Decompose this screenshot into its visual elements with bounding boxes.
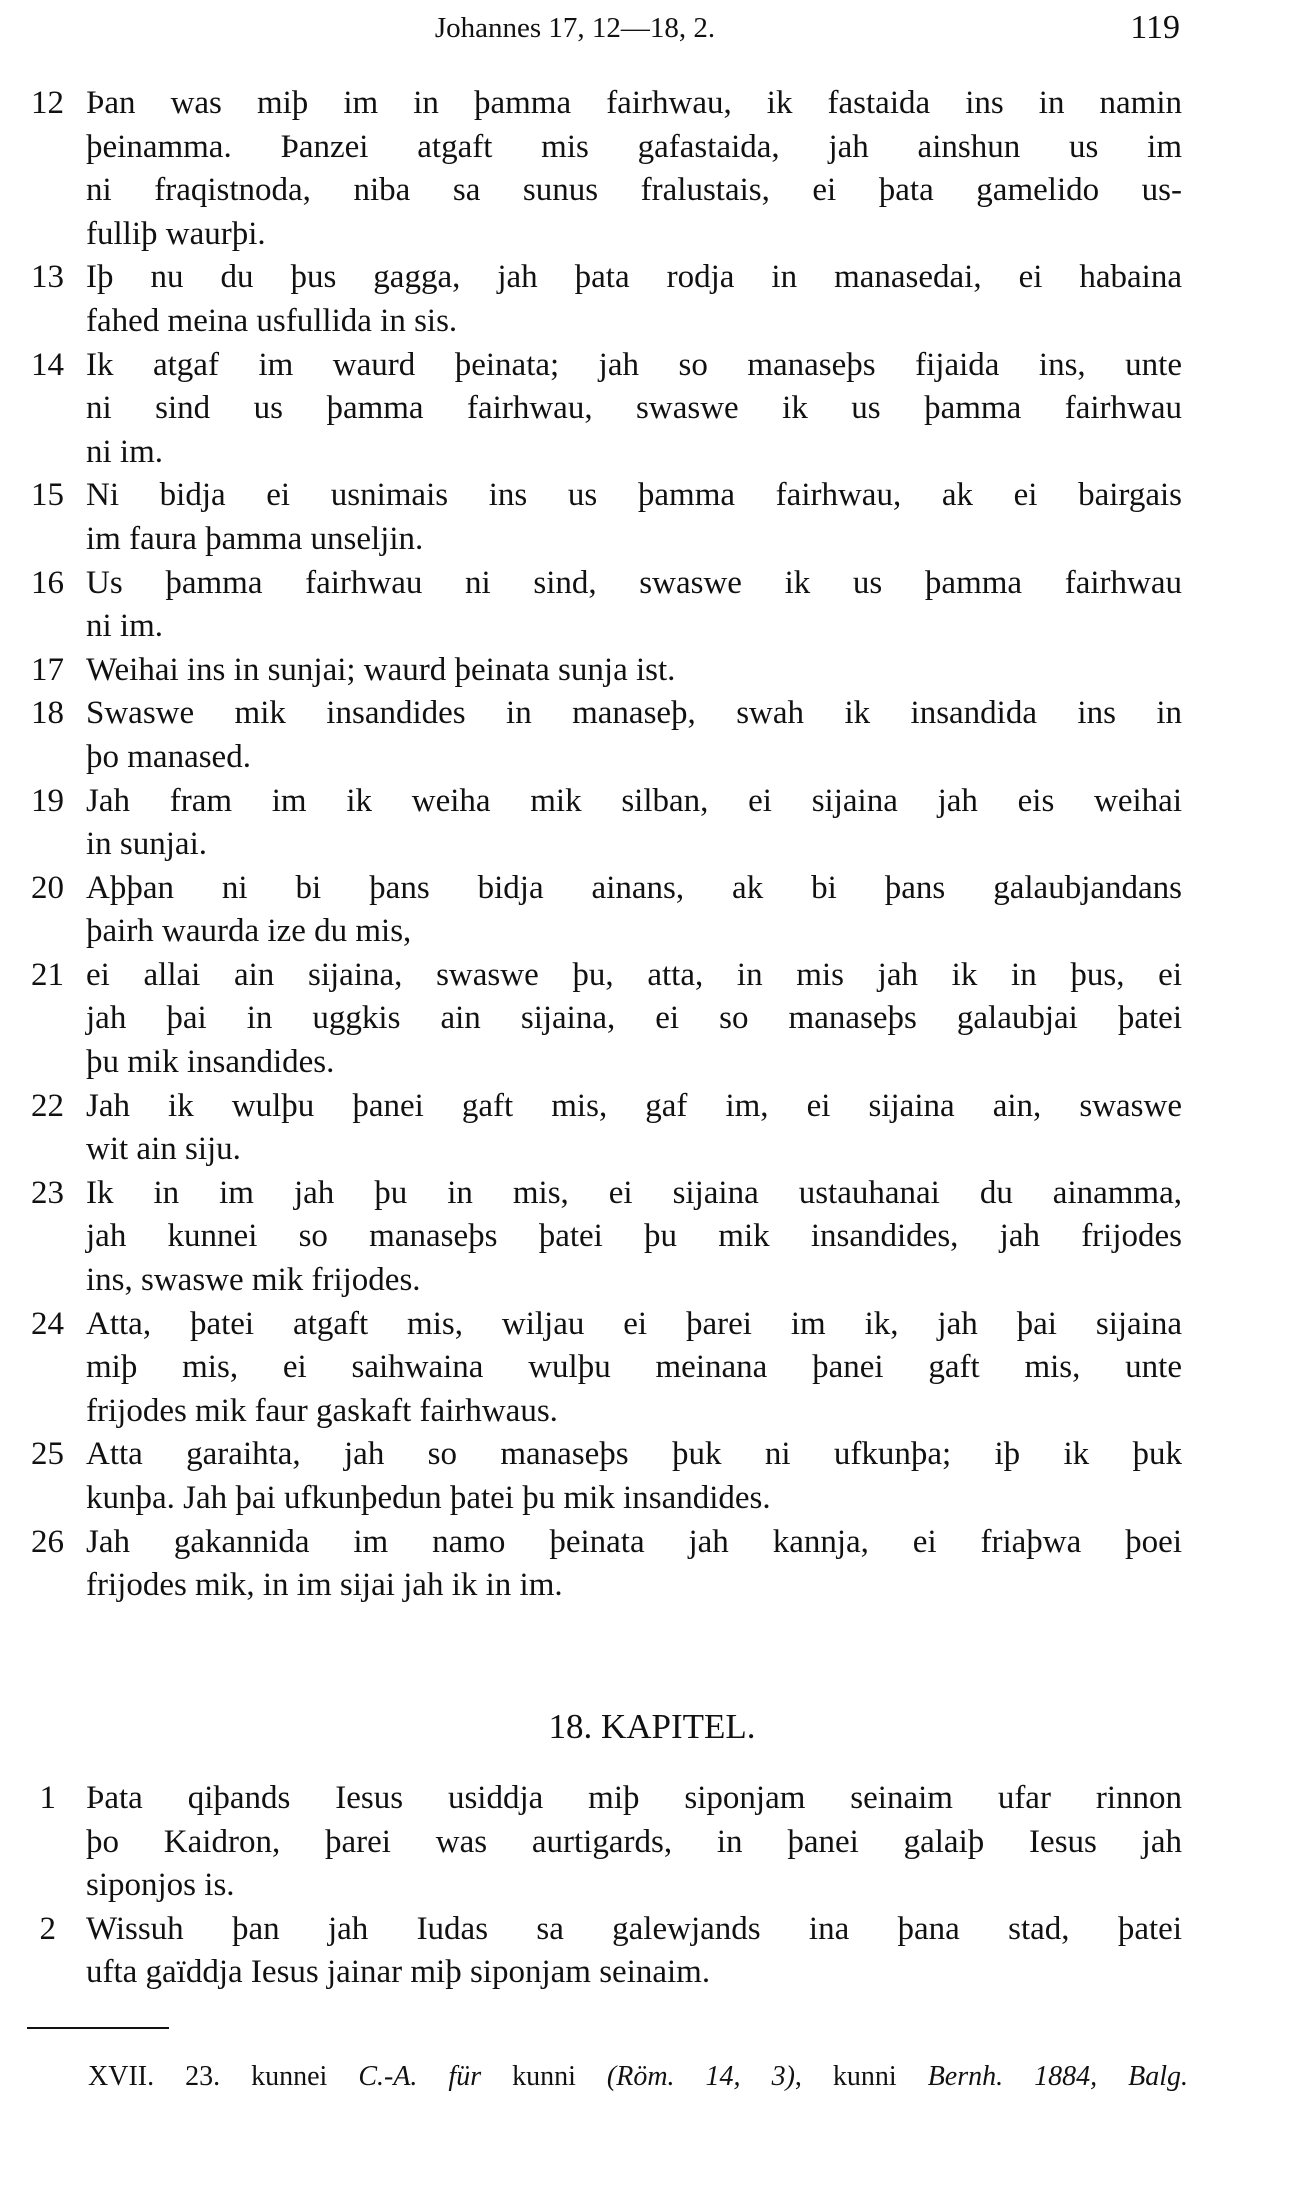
verse (0, 256, 1304, 343)
verse-line: Ni bidja ei usnimais ins us þamma fairhwau, ak ei bairgais (86, 477, 1182, 514)
verse-line: miþ mis, ei saihwaina wulþu meinana þanei gaft mis, unte (86, 1349, 1182, 1386)
verse-number: 13 (31, 259, 64, 296)
verse (0, 780, 1304, 867)
verse (0, 82, 1304, 256)
verse-line: ni im. (86, 608, 164, 645)
verse-line: þu mik insandides. (86, 1044, 335, 1081)
verse-line: Iþ nu du þus gagga, jah þata rodja in manasedai, ei habaina (86, 259, 1182, 296)
verse-line: Weihai ins in sunjai; waurd þeinata sunja ist. (86, 651, 676, 688)
chapter-heading: 18. KAPITEL. (548, 1707, 756, 1746)
verse-line: þo Kaidron, þarei was aurtigards, in þanei galaiþ Iesus jah (86, 1823, 1182, 1860)
verse-line: Atta garaihta, jah so manaseþs þuk ni ufkunþa; iþ ik þuk (86, 1436, 1182, 1473)
chapter-18-text (0, 1777, 1304, 1995)
verse (0, 692, 1304, 779)
verse-line: Jah gakannida im namo þeinata jah kannja, ei friaþwa þoei (86, 1523, 1182, 1560)
verse-line: ufta gaïddja Iesus jainar miþ siponjam seinaim. (86, 1954, 711, 1991)
verse-line: frijodes mik, in im sijai jah ik in im. (86, 1567, 563, 1604)
verse (0, 1303, 1304, 1434)
verse-number: 2 (39, 1910, 56, 1947)
verse (0, 867, 1304, 954)
verse-number: 12 (31, 85, 64, 121)
verse-number: 21 (31, 956, 64, 993)
verse-line: Swaswe mik insandides in manaseþ, swah ik insandida ins in (86, 695, 1182, 732)
verse-line: Þata qiþands Iesus usiddja miþ siponjam seinaim ufar rinnon (86, 1780, 1182, 1816)
verse (0, 1172, 1304, 1303)
verse-line: þairh waurda ize du mis, (86, 913, 412, 950)
verse-number: 18 (31, 695, 64, 732)
running-head (0, 6, 1304, 50)
verse (0, 1085, 1304, 1172)
verse (0, 1777, 1304, 1908)
verse-line: Aþþan ni bi þans bidja ainans, ak bi þans galaubjandans (86, 869, 1182, 906)
verse-number: 25 (31, 1436, 64, 1473)
verse-line: wit ain siju. (86, 1131, 241, 1168)
verse-line: Ik atgaf im waurd þeinata; jah so manaseþs fijaida ins, unte (86, 346, 1182, 383)
verse-line: Wissuh þan jah Iudas sa galewjands ina þana stad, þatei (86, 1910, 1182, 1947)
verse (0, 344, 1304, 475)
footnote-segment: (Röm. 14, 3) (606, 2061, 795, 2092)
footnote-segment: C.-A. für (358, 2061, 482, 2092)
verse-line: Þan was miþ im in þamma fairhwau, ik fastaida ins in namin (86, 85, 1182, 121)
verse-line: fulliþ waurþi. (86, 215, 266, 252)
verse-line: ni sind us þamma fairhwau, swaswe ik us þamma fairhwau (86, 390, 1182, 427)
footnote-segment: kunni (481, 2061, 607, 2092)
page-number: 119 (1130, 9, 1180, 46)
verse-number: 16 (31, 564, 64, 601)
verse-line: Jah fram im ik weiha mik silban, ei sijaina jah eis weihai (86, 782, 1182, 819)
footnote-divider (27, 2027, 169, 2029)
verse (0, 1433, 1304, 1520)
verse-number: 14 (31, 346, 64, 383)
verse (0, 954, 1304, 1085)
verse-number: 23 (31, 1174, 64, 1211)
verse-line: fahed meina usfullida in sis. (86, 302, 458, 339)
verse-number: 22 (31, 1087, 64, 1124)
footnote-segment: Bernh. 1884, Balg. (927, 2061, 1189, 2092)
verse-line: ei allai ain sijaina, swaswe þu, atta, in mis jah ik in þus, ei (86, 956, 1182, 993)
verse-number: 24 (31, 1305, 64, 1342)
verse (0, 1521, 1304, 1608)
footnote-segment: , kunni (794, 2061, 928, 2092)
verse (0, 1908, 1304, 1995)
verse-line: þeinamma. Þanzei atgaft mis gafastaida, jah ainshun us im (86, 128, 1182, 165)
verse (0, 649, 1304, 693)
verse (0, 562, 1304, 649)
verse-line: Ik in im jah þu in mis, ei sijaina ustauhanai du ainamma, (86, 1174, 1182, 1211)
verse-line: ni fraqistnoda, niba sa sunus fralustais, ei þata gamelido us- (86, 172, 1182, 209)
verse-line: jah þai in uggkis ain sijaina, ei so manaseþs galaubjai þatei (86, 1000, 1182, 1037)
verse-line: Us þamma fairhwau ni sind, swaswe ik us þamma fairhwau (86, 564, 1182, 601)
verse-number: 15 (31, 477, 64, 514)
verse-line: þo manased. (86, 738, 251, 775)
verse (0, 474, 1304, 561)
verse-line: jah kunnei so manaseþs þatei þu mik insandides, jah frijodes (86, 1218, 1182, 1255)
verse-line: siponjos is. (86, 1867, 235, 1904)
verse-number: 1 (39, 1780, 56, 1816)
verse-line: frijodes mik faur gaskaft fairhwaus. (86, 1392, 558, 1429)
footnote (88, 2058, 1188, 2096)
verse-number: 20 (31, 869, 64, 906)
verse-line: kunþa. Jah þai ufkunþedun þatei þu mik insandides. (86, 1480, 771, 1516)
verse-number: 17 (31, 651, 64, 688)
verse-line: ins, swaswe mik frijodes. (86, 1262, 421, 1299)
verse-line: in sunjai. (86, 826, 207, 863)
verse-line: ni im. (86, 433, 164, 470)
verse-number: 19 (31, 782, 64, 819)
verse-line: Jah ik wulþu þanei gaft mis, gaf im, ei sijaina ain, swaswe (86, 1087, 1182, 1124)
verse-line: Atta, þatei atgaft mis, wiljau ei þarei im ik, jah þai sijaina (86, 1305, 1182, 1342)
verse-line: im faura þamma unseljin. (86, 520, 424, 557)
verse-number: 26 (31, 1523, 64, 1560)
chapter-17-text (0, 82, 1304, 1608)
running-head-title: Johannes 17, 12—18, 2. (434, 12, 716, 44)
footnote-segment: XVII. 23. kunnei (88, 2061, 359, 2092)
